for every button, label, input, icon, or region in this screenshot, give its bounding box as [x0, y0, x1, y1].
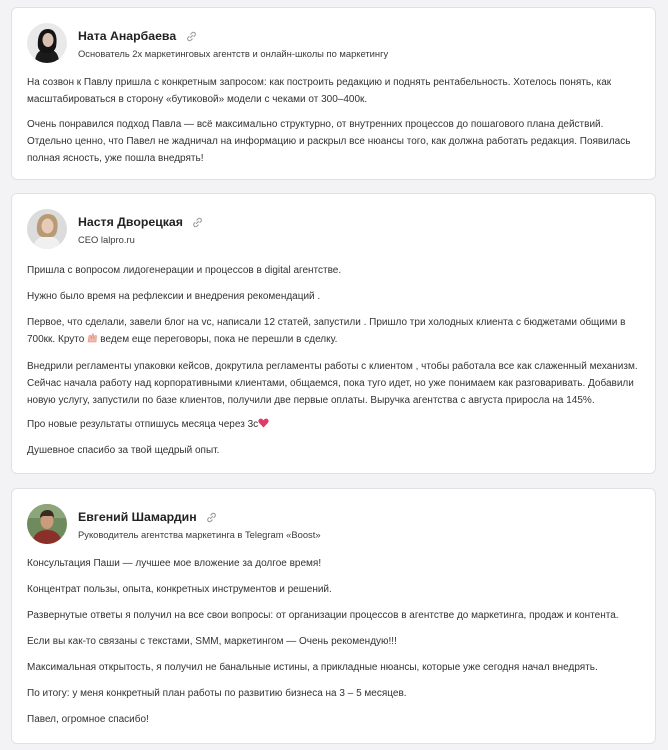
author-role: Руководитель агентства маркетинга в Telegram «Boost» [78, 529, 321, 540]
heart-emoji-icon [258, 418, 269, 428]
review-text: ведем еще переговоры, пока не перешли в сделку. [100, 334, 338, 345]
review-paragraph [27, 314, 645, 348]
hands-emoji-icon [86, 332, 98, 343]
author-name[interactable]: Настя Дворецкая [78, 215, 183, 229]
review-card [11, 7, 656, 180]
review-text: Про новые результаты отпишусь месяца через 3с [27, 419, 259, 430]
author-name-row [78, 29, 197, 43]
review-paragraph: Очень понравился подход Павла — всё максимально структурно, от внутренних процессов до пошагового плана действий. Отдельно ценно, что Павел не жадничал на информацию и раскрыл все нюансы того, как должна работать редакция. Появилась полная ясность, уже пошла внедрять! [27, 119, 631, 164]
avatar[interactable] [27, 209, 67, 249]
link-icon[interactable] [206, 512, 217, 523]
author-role: Основатель 2х маркетинговых агентств и онлайн-школы по маркетингу [78, 48, 389, 59]
review-paragraph: Максимальная открытость, я получил не банальные истины, а прикладные нюансы, которые уже сегодня начал внедрять. [27, 662, 598, 673]
review-paragraph: Душевное спасибо за твой щедрый опыт. [27, 445, 220, 456]
review-paragraph: На созвон к Павлу пришла с конкретным запросом: как построить редакцию и поднять рентабельность. Хотелось понять, как масштабироваться в сторону «бутиковой» модели с чеками от 300–400к. [27, 77, 612, 105]
review-paragraph: По итогу: у меня конкретный план работы по развитию бизнеса на 3 – 5 месяцев. [27, 688, 407, 699]
review-paragraph: Концентрат пользы, опыта, конкретных инструментов и решений. [27, 584, 332, 595]
review-paragraph [27, 416, 645, 433]
link-icon[interactable] [186, 31, 197, 42]
review-paragraph: Консультация Паши — лучшее мое вложение за долгое время! [27, 558, 322, 569]
review-text: Первое, что сделали, завели блог на vc, написали 12 статей, запустили . Пришло три холодных клиента с бюджетами общими в 700кк. Круто [27, 317, 626, 345]
review-card [11, 488, 656, 744]
author-role: CEO lalpro.ru [78, 234, 135, 245]
review-paragraph: Развернутые ответы я получил на все свои вопросы: от организации процессов в агентстве до маркетинга, продаж и контента. [27, 610, 619, 621]
author-name[interactable]: Ната Анарбаева [78, 29, 177, 43]
author-name[interactable]: Евгений Шамардин [78, 510, 197, 524]
author-name-row [78, 215, 203, 229]
author-name-row [78, 510, 217, 524]
avatar[interactable] [27, 23, 67, 63]
avatar[interactable] [27, 504, 67, 544]
review-paragraph: Павел, огромное спасибо! [27, 714, 149, 725]
review-paragraph: Если вы как-то связаны с текстами, SMM, маркетингом — Очень рекомендую!!! [27, 636, 397, 647]
review-paragraph: Пришла с вопросом лидогенерации и процессов в digital агентстве. [27, 265, 342, 276]
review-paragraph: Внедрили регламенты упаковки кейсов, докрутила регламенты работы с клиентом , чтобы работала все как слаженный механизм. Сейчас начала работу над корпоративными клиентами, общаемся, пока туго идет, но уже понимаем как разговаривать. Добавили новую услугу, запустили по базе клиентов, получили две первые оплаты. Выручка агентства с августа приросла на 145%. [27, 361, 638, 406]
review-card [11, 193, 656, 474]
review-paragraph: Нужно было время на рефлексии и внедрения рекомендаций . [27, 291, 321, 302]
link-icon[interactable] [192, 217, 203, 228]
